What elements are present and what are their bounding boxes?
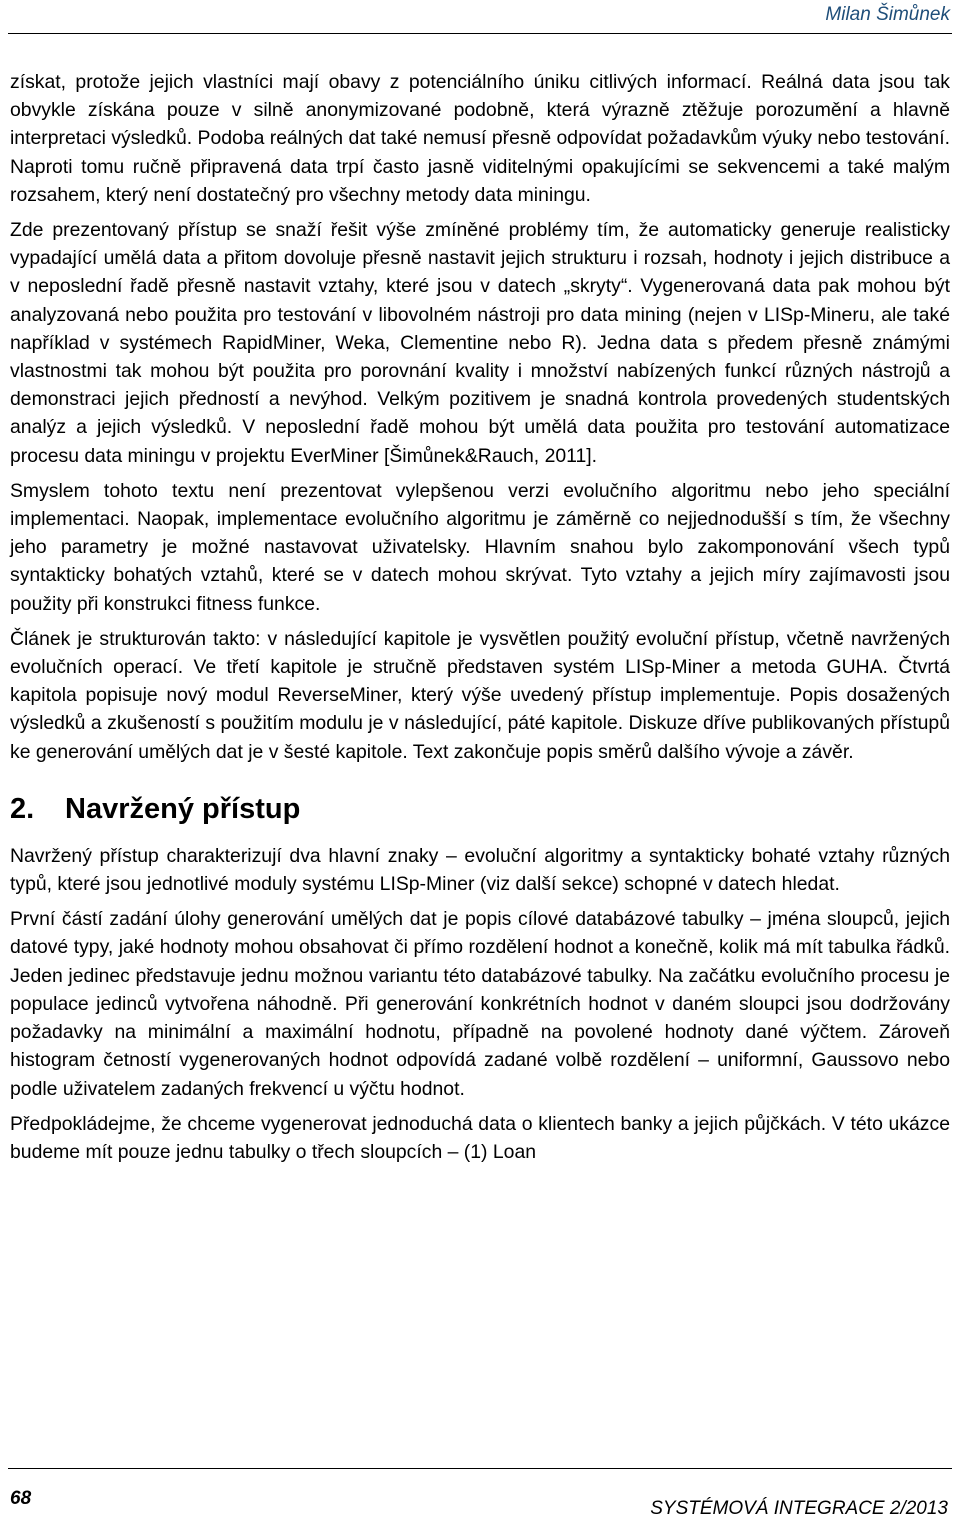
- paragraph-text: První částí zadání úlohy generování umělých dat je popis cílové databázové tabulky – jména sloupců, jejich datové typy, jaké hodnoty mohou obsahovat či přímo rozdělení hodnot a konečně, kolik má mít tabulka řádků. Jeden jedinec představuje jednu možnou variantu této databázové tabulky. Na začátku evolučního procesu je populace jedinců vytvořena náhodně. Při generování konkrétních hodnot v daném sloupci jsou dodržovány požadavky na minimální a maximální hodnotu, případně na povolené hodnoty dané výčtem. Zároveň histogram četností vygenerovaných hodnot odpovídá zadané volbě rozdělení – uniformní, Gaussovo nebo podle uživatelem zadaných frekvencí u výčtu hodnot.: [10, 908, 950, 1100]
- section-title: Navržený přístup: [65, 792, 301, 825]
- footer-rule: [8, 1468, 952, 1469]
- paragraph-text: Zde prezentovaný přístup se snaží řešit výše zmíněné problémy tím, že automaticky generuje realisticky vypadající umělá data a přitom dovoluje přesně nastavit jejich strukturu i rozsah, hodnoty i jejich distribuce a v neposlední řadě přesně nastavit vztahy, které jsou v datech „skryty“. Vygenerovaná data pak mohou být analyzovaná nebo použita pro testování v libovolném nástroji pro data mining (nejen v LISp-Mineru, ale také například v systémech RapidMiner, Weka, Clementine nebo R). Jedna data s předem přesně známými vlastnostmi tak mohou být použita pro porovnání kvality i množství nabízených funkcí různých nástrojů a demonstraci jejich předností a nevýhod. Velkým pozitivem je snadná kontrola provedených studentských analýz a jejich výsledků. V neposlední řadě mohou být umělá data použita pro testování automatizace procesu data miningu v projektu EverMiner [Šimůnek&Rauch, 2011].: [10, 219, 950, 467]
- paragraph-intro-1: [10, 68, 950, 209]
- paragraph-intro-3: [10, 477, 950, 618]
- page-footer: [0, 1468, 960, 1521]
- paragraph-section-3: [10, 1110, 950, 1166]
- paragraph-text: Smyslem tohoto textu není prezentovat vylepšenou verzi evolučního algoritmu nebo jeho speciální implementaci. Naopak, implementace evolučního algoritmu je záměrně co nejjednodušší s tím, že všechny jeho parametry je možné nastavovat uživatelsky. Hlavním snahou bylo zakomponování všech typů syntakticky bohatých vztahů, které se v datech mohou skrývat. Tyto vztahy a jejich míry zajímavosti jsou použity při konstrukci fitness funkce.: [10, 479, 950, 615]
- paragraph-text: Předpokládejme, že chceme vygenerovat jednoduchá data o klientech banky a jejich půjčkách. V této ukázce budeme mít pouze jednu tabulky o třech sloupcích – (1) Loan: [10, 1112, 950, 1163]
- running-head-author: Milan Šimůnek: [825, 4, 950, 25]
- header-rule: [8, 33, 952, 34]
- page-number: 68: [10, 1488, 32, 1509]
- paragraph-text: získat, protože jejich vlastníci mají obavy z potenciálního úniku citlivých informací. Reálná data jsou tak obvykle získána pouze v silně anonymizované podobně, která výrazně ztěžuje porozumění a hlavně interpretaci výsledků. Podoba reálných dat také nemusí přesně odpovídat požadavkům výuky nebo testování. Naproti tomu ručně připravená data trpí často jasně viditelnými opakujícími se sekvencemi a také malým rozsahem, který není dostatečný pro všechny metody data miningu.: [10, 71, 950, 206]
- paragraph-section-1: [10, 842, 950, 898]
- paragraph-intro-2: [10, 216, 950, 470]
- journal-name: SYSTÉMOVÁ INTEGRACE 2/2013: [650, 1498, 948, 1519]
- section-heading: [10, 792, 950, 826]
- section-number: 2.: [10, 792, 35, 825]
- page-header: [0, 0, 960, 36]
- paragraph-text: Článek je strukturován takto: v následující kapitole je vysvětlen použitý evoluční přístup, včetně navržených evolučních operací. Ve třetí kapitole je stručně představen systém LISp-Miner a metoda GUHA. Čtvrtá kapitola popisuje nový modul ReverseMiner, který výše uvedený přístup implementuje. Popis dosažených výsledků a zkušeností s použitím modulu je v následující, páté kapitole. Diskuze dříve publikovaných přístupů ke generování umělých dat je v šesté kapitole. Text zakončuje popis směrů dalšího vývoje a závěr.: [10, 627, 950, 763]
- paragraph-section-2: [10, 905, 950, 1102]
- paragraph-text: Navržený přístup charakterizují dva hlavní znaky – evoluční algoritmy a syntakticky bohaté vztahy různých typů, které jsou jednotlivé moduly systému LISp-Miner (viz další sekce) schopné v datech hledat.: [10, 844, 950, 896]
- paragraph-intro-4: [10, 625, 950, 766]
- page-body: [10, 68, 950, 1173]
